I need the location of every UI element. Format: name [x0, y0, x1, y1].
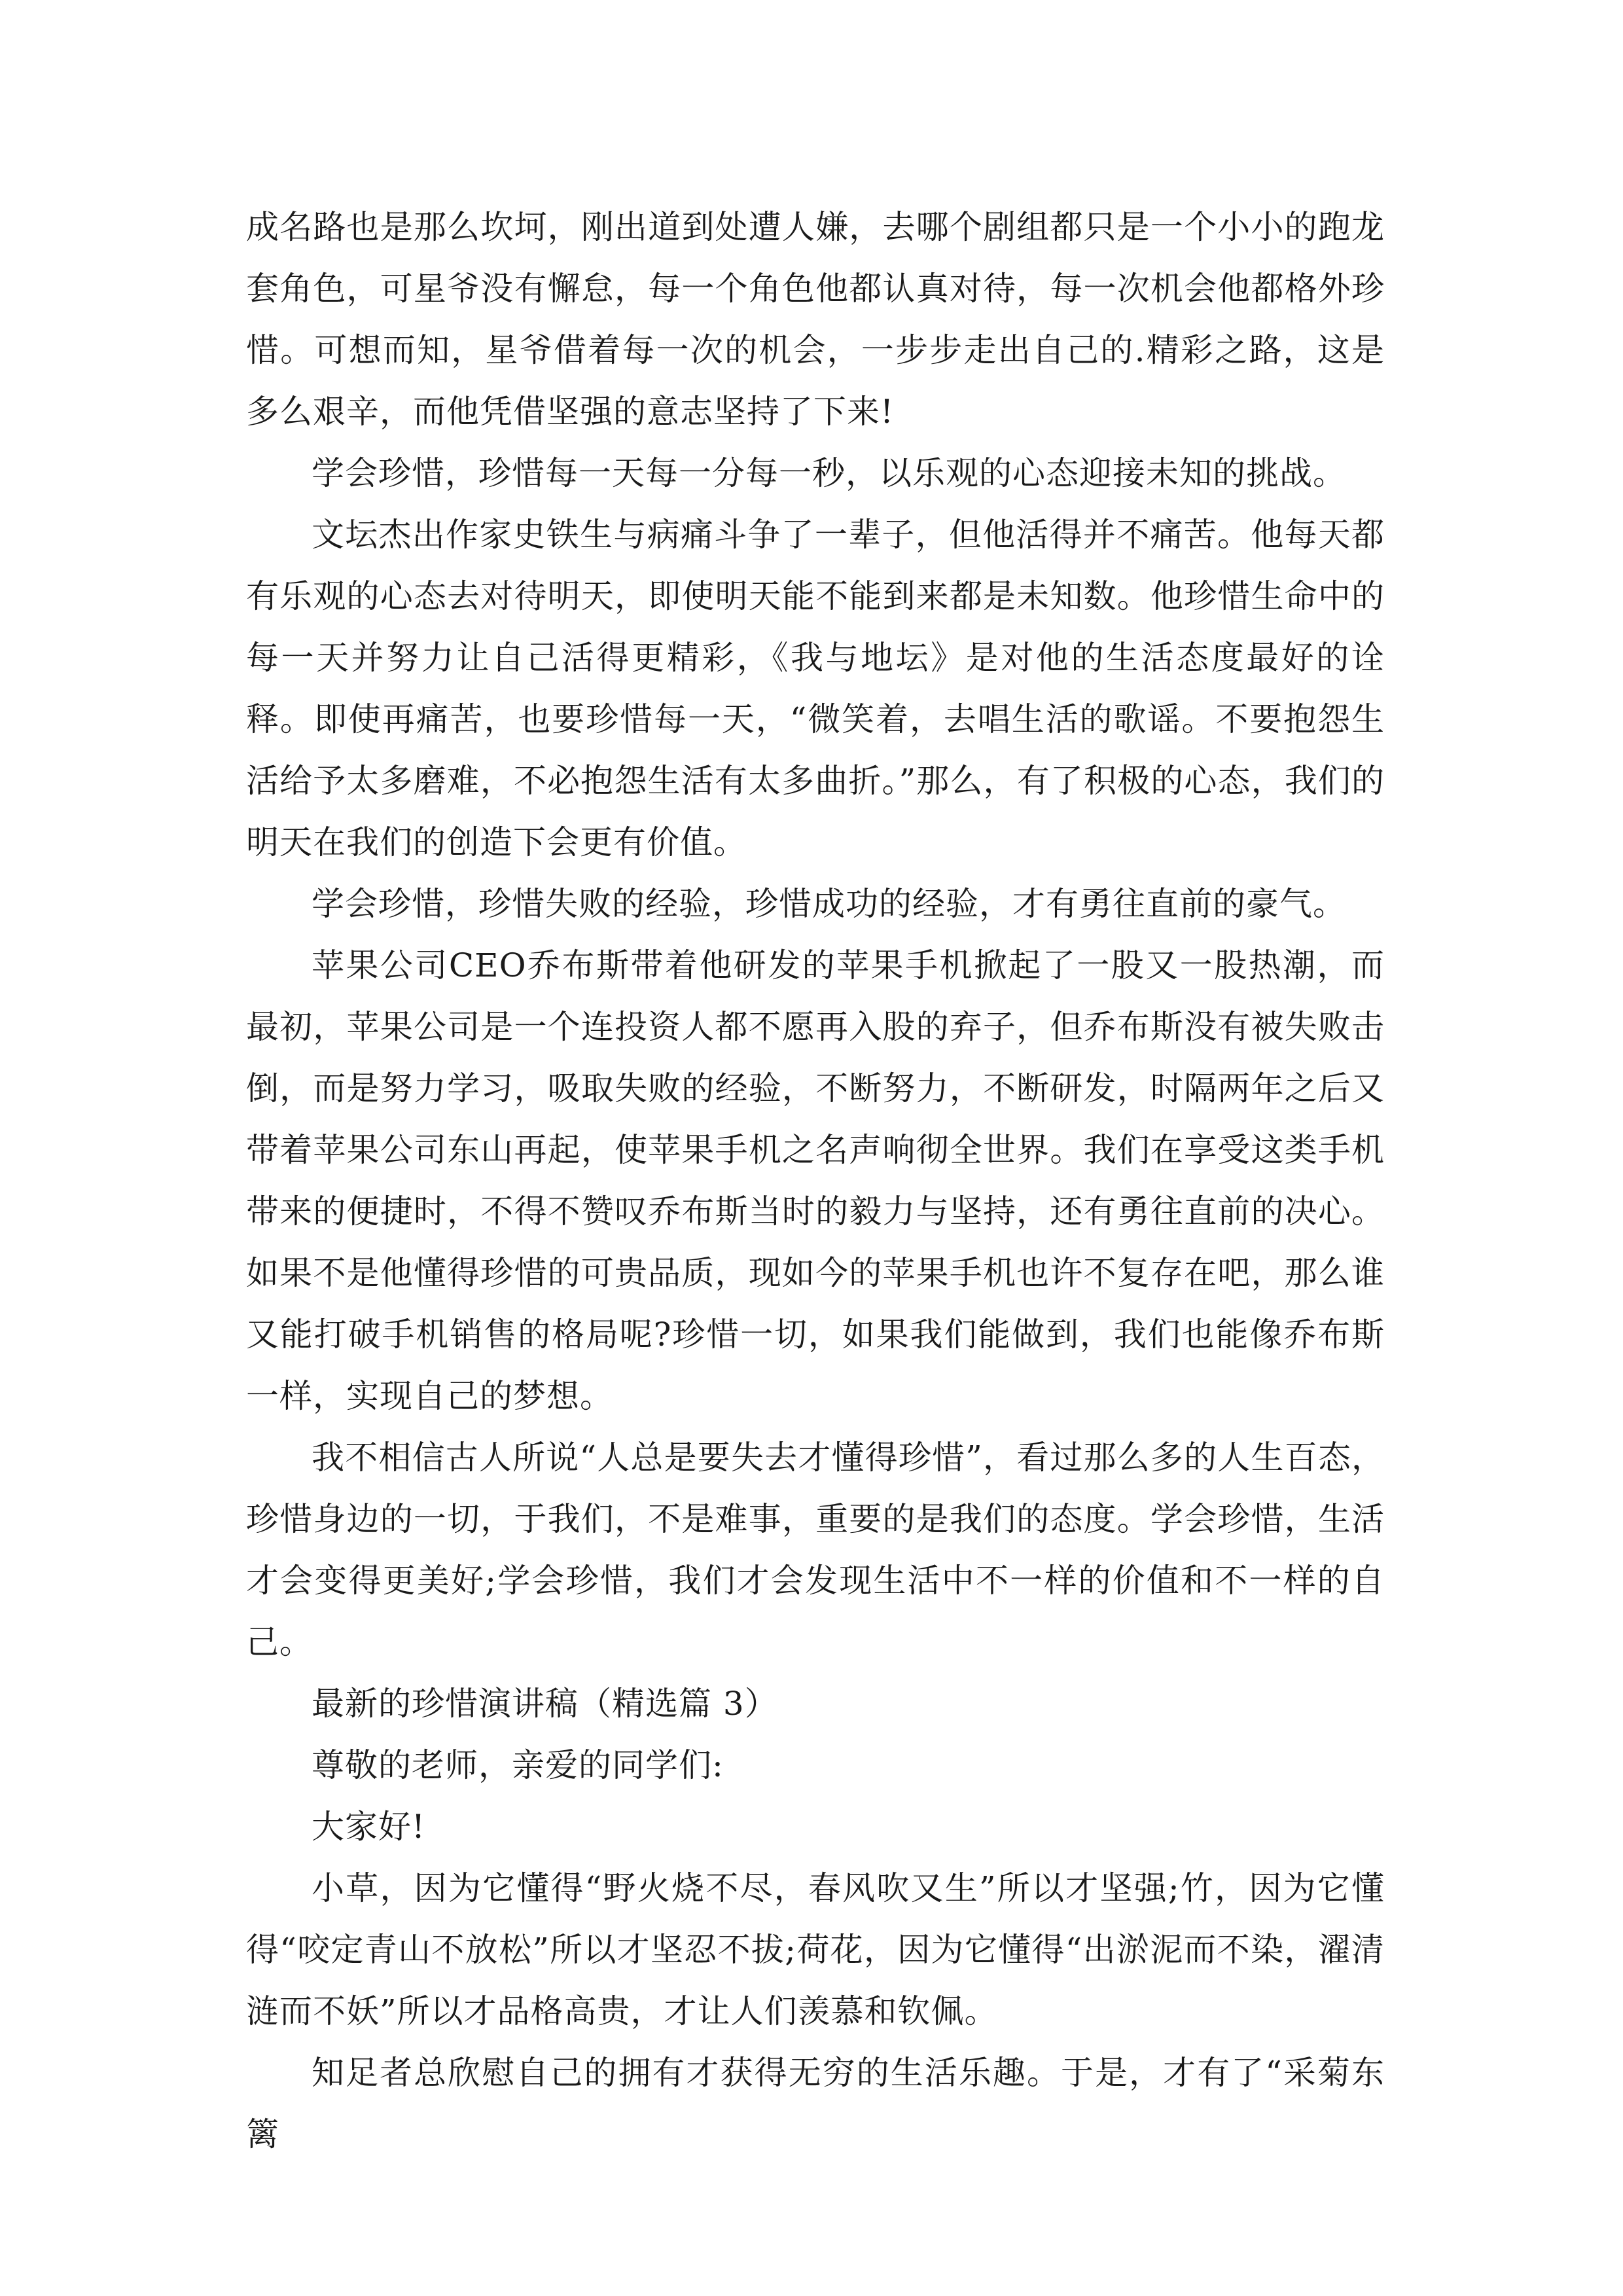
greeting: 大家好! — [312, 1808, 426, 1846]
body-text — [246, 196, 1385, 2165]
paragraph-2: 学会珍惜，珍惜每一天每一分每一秒，以乐观的心态迎接未知的挑战。 — [312, 454, 1346, 492]
salutation: 尊敬的老师，亲爱的同学们: — [312, 1746, 724, 1784]
paragraph-1: 成名路也是那么坎坷，刚出道到处遭人嫌，去哪个剧组都只是一个小小的跑龙套角色，可星爷没有懈怠，每一个角色他都认真对待，每一次机会他都格外珍惜。可想而知，星爷借着每一次的机会，一步步走出自己的.精彩之路，这是多么艰辛，而他凭借坚强的意志坚持了下来! — [246, 208, 1385, 431]
paragraph-5: 苹果公司CEO乔布斯带着他研发的苹果手机掀起了一股又一股热潮，而最初，苹果公司是一个连投资人都不愿再入股的弃子，但乔布斯没有被失败击倒，而是努力学习，吸取失败的经验，不断努力，不断研发，时隔两年之后又带着苹果公司东山再起，使苹果手机之名声响彻全世界。我们在享受这类手机带来的便捷时，不得不赞叹乔布斯当时的毅力与坚持，还有勇往直前的决心。如果不是他懂得珍惜的可贵品质，现如今的苹果手机也许不复存在吧，那么谁又能打破手机销售的格局呢?珍惜一切，如果我们能做到，我们也能像乔布斯一样，实现自己的梦想。 — [246, 946, 1385, 1415]
paragraph-6: 我不相信古人所说“人总是要失去才懂得珍惜”，看过那么多的人生百态，珍惜身边的一切，于我们，不是难事，重要的是我们的态度。学会珍惜，生活才会变得更美好;学会珍惜，我们才会发现生活中不一样的价值和不一样的自己。 — [246, 1439, 1385, 1661]
paragraph-11: 知足者总欣慰自己的拥有才获得无穷的生活乐趣。于是，才有了“采菊东篱 — [246, 2054, 1385, 2153]
paragraph-10: 小草，因为它懂得“野火烧不尽，春风吹又生”所以才坚强;竹，因为它懂得“咬定青山不放松”所以才坚忍不拔;荷花，因为它懂得“出淤泥而不染，濯清涟而不妖”所以才品格高贵，才让人们羡慕和钦佩。 — [246, 1869, 1385, 2030]
section-heading: 最新的珍惜演讲稿（精选篇 3） — [312, 1685, 778, 1723]
paragraph-4: 学会珍惜，珍惜失败的经验，珍惜成功的经验，才有勇往直前的豪气。 — [312, 885, 1346, 923]
paragraph-3: 文坛杰出作家史铁生与病痛斗争了一辈子，但他活得并不痛苦。他每天都有乐观的心态去对待明天，即使明天能不能到来都是未知数。他珍惜生命中的每一天并努力让自己活得更精彩，《我与地坛》是对他的生活态度最好的诠释。即使再痛苦，也要珍惜每一天，“微笑着，去唱生活的歌谣。不要抱怨生活给予太多磨难，不必抱怨生活有太多曲折。”那么，有了积极的心态，我们的明天在我们的创造下会更有价值。 — [246, 516, 1385, 861]
